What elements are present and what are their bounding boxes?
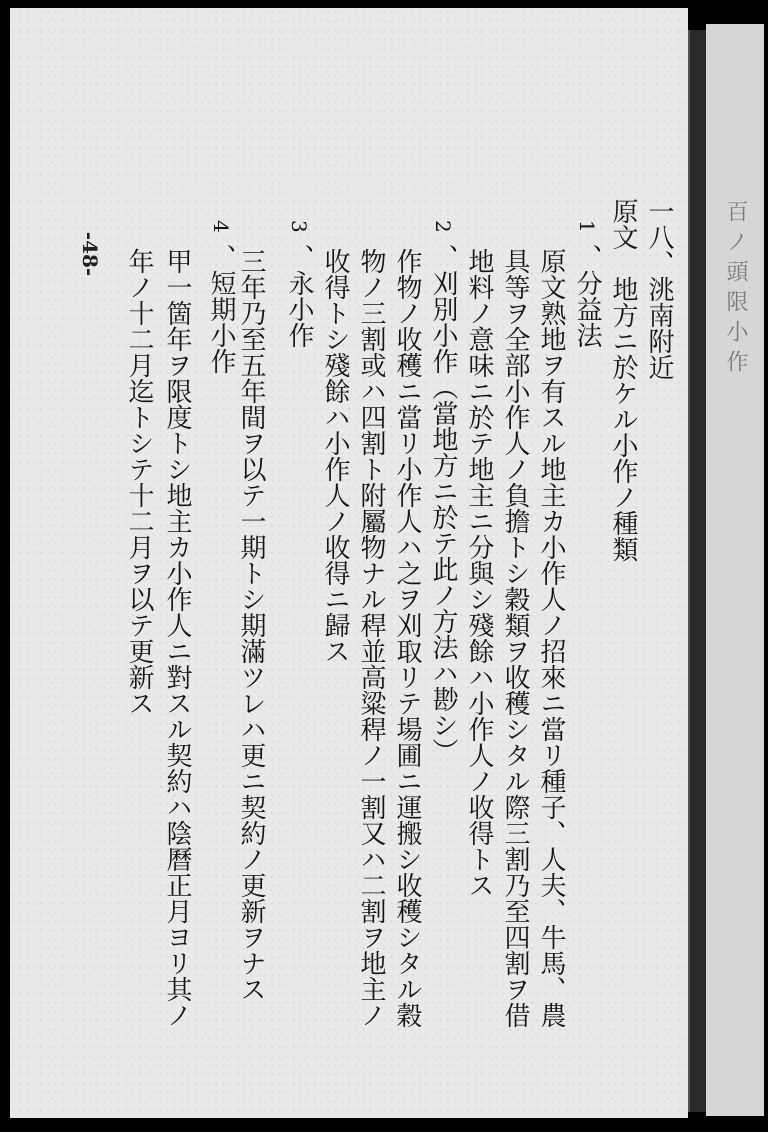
text-line: 具等ヲ全部小作人ノ負擔トシ穀類ヲ收穫シタル際三割乃至四割ヲ借 bbox=[500, 248, 530, 1028]
document-page bbox=[10, 8, 688, 1118]
item-number-4: 4 bbox=[209, 220, 233, 233]
text-line: 收得トシ殘餘ハ小作人ノ收得ニ歸ス bbox=[320, 248, 350, 664]
text-line: 三年乃至五年間ヲ以テ一期トシ期滿ツレハ更ニ契約ノ更新ヲナス bbox=[236, 248, 266, 1002]
text-line: 原文熟地ヲ有スル地主カ小作人ノ招來ニ當リ種子、人夫、牛馬、農 bbox=[536, 248, 566, 1028]
book-spine bbox=[688, 30, 708, 1112]
adjacent-page bbox=[706, 24, 764, 1116]
item-number-2: 2 bbox=[431, 220, 455, 233]
item-number-3: 3 bbox=[287, 220, 311, 233]
section-heading: 一八、洮南附近 bbox=[644, 198, 674, 380]
page-number: -48- bbox=[78, 231, 103, 277]
item-number-1: 1 bbox=[575, 220, 599, 233]
text-line: 物ノ三割或ハ四割ト附屬物ナル稈並高粱稈ノ一割又ハ二割ヲ地主ノ bbox=[356, 248, 386, 1028]
item-heading-2: 、刈別小作（當地方ニ於テ此ノ方法ハ尠シ） bbox=[428, 244, 458, 764]
text-line: 甲一箇年ヲ限度トシ地主カ小作人ニ對スル契約ハ陰曆正月ヨリ其ノ bbox=[162, 248, 192, 1028]
item-heading-1: 、分益法 bbox=[572, 244, 602, 348]
subsection-heading: 原文 地方ニ於ケル小作ノ種類 bbox=[608, 198, 638, 562]
text-line: 地料ノ意味ニ於テ地主ニ分與シ殘餘ハ小作人ノ收得トス bbox=[464, 248, 494, 898]
item-heading-4: 、短期小作 bbox=[206, 244, 236, 374]
text-line: 年ノ十二月迄トシテ十二月ヲ以テ更新ス bbox=[124, 248, 154, 716]
adjacent-page-bleed-text: 百ノ頭限小作 bbox=[723, 200, 748, 380]
item-heading-3: 、永小作 bbox=[284, 244, 314, 348]
text-line: 作物ノ收穫ニ當リ小作人ハ之ヲ刈取リテ場圃ニ運搬シ收穫シタル穀 bbox=[392, 248, 422, 1028]
